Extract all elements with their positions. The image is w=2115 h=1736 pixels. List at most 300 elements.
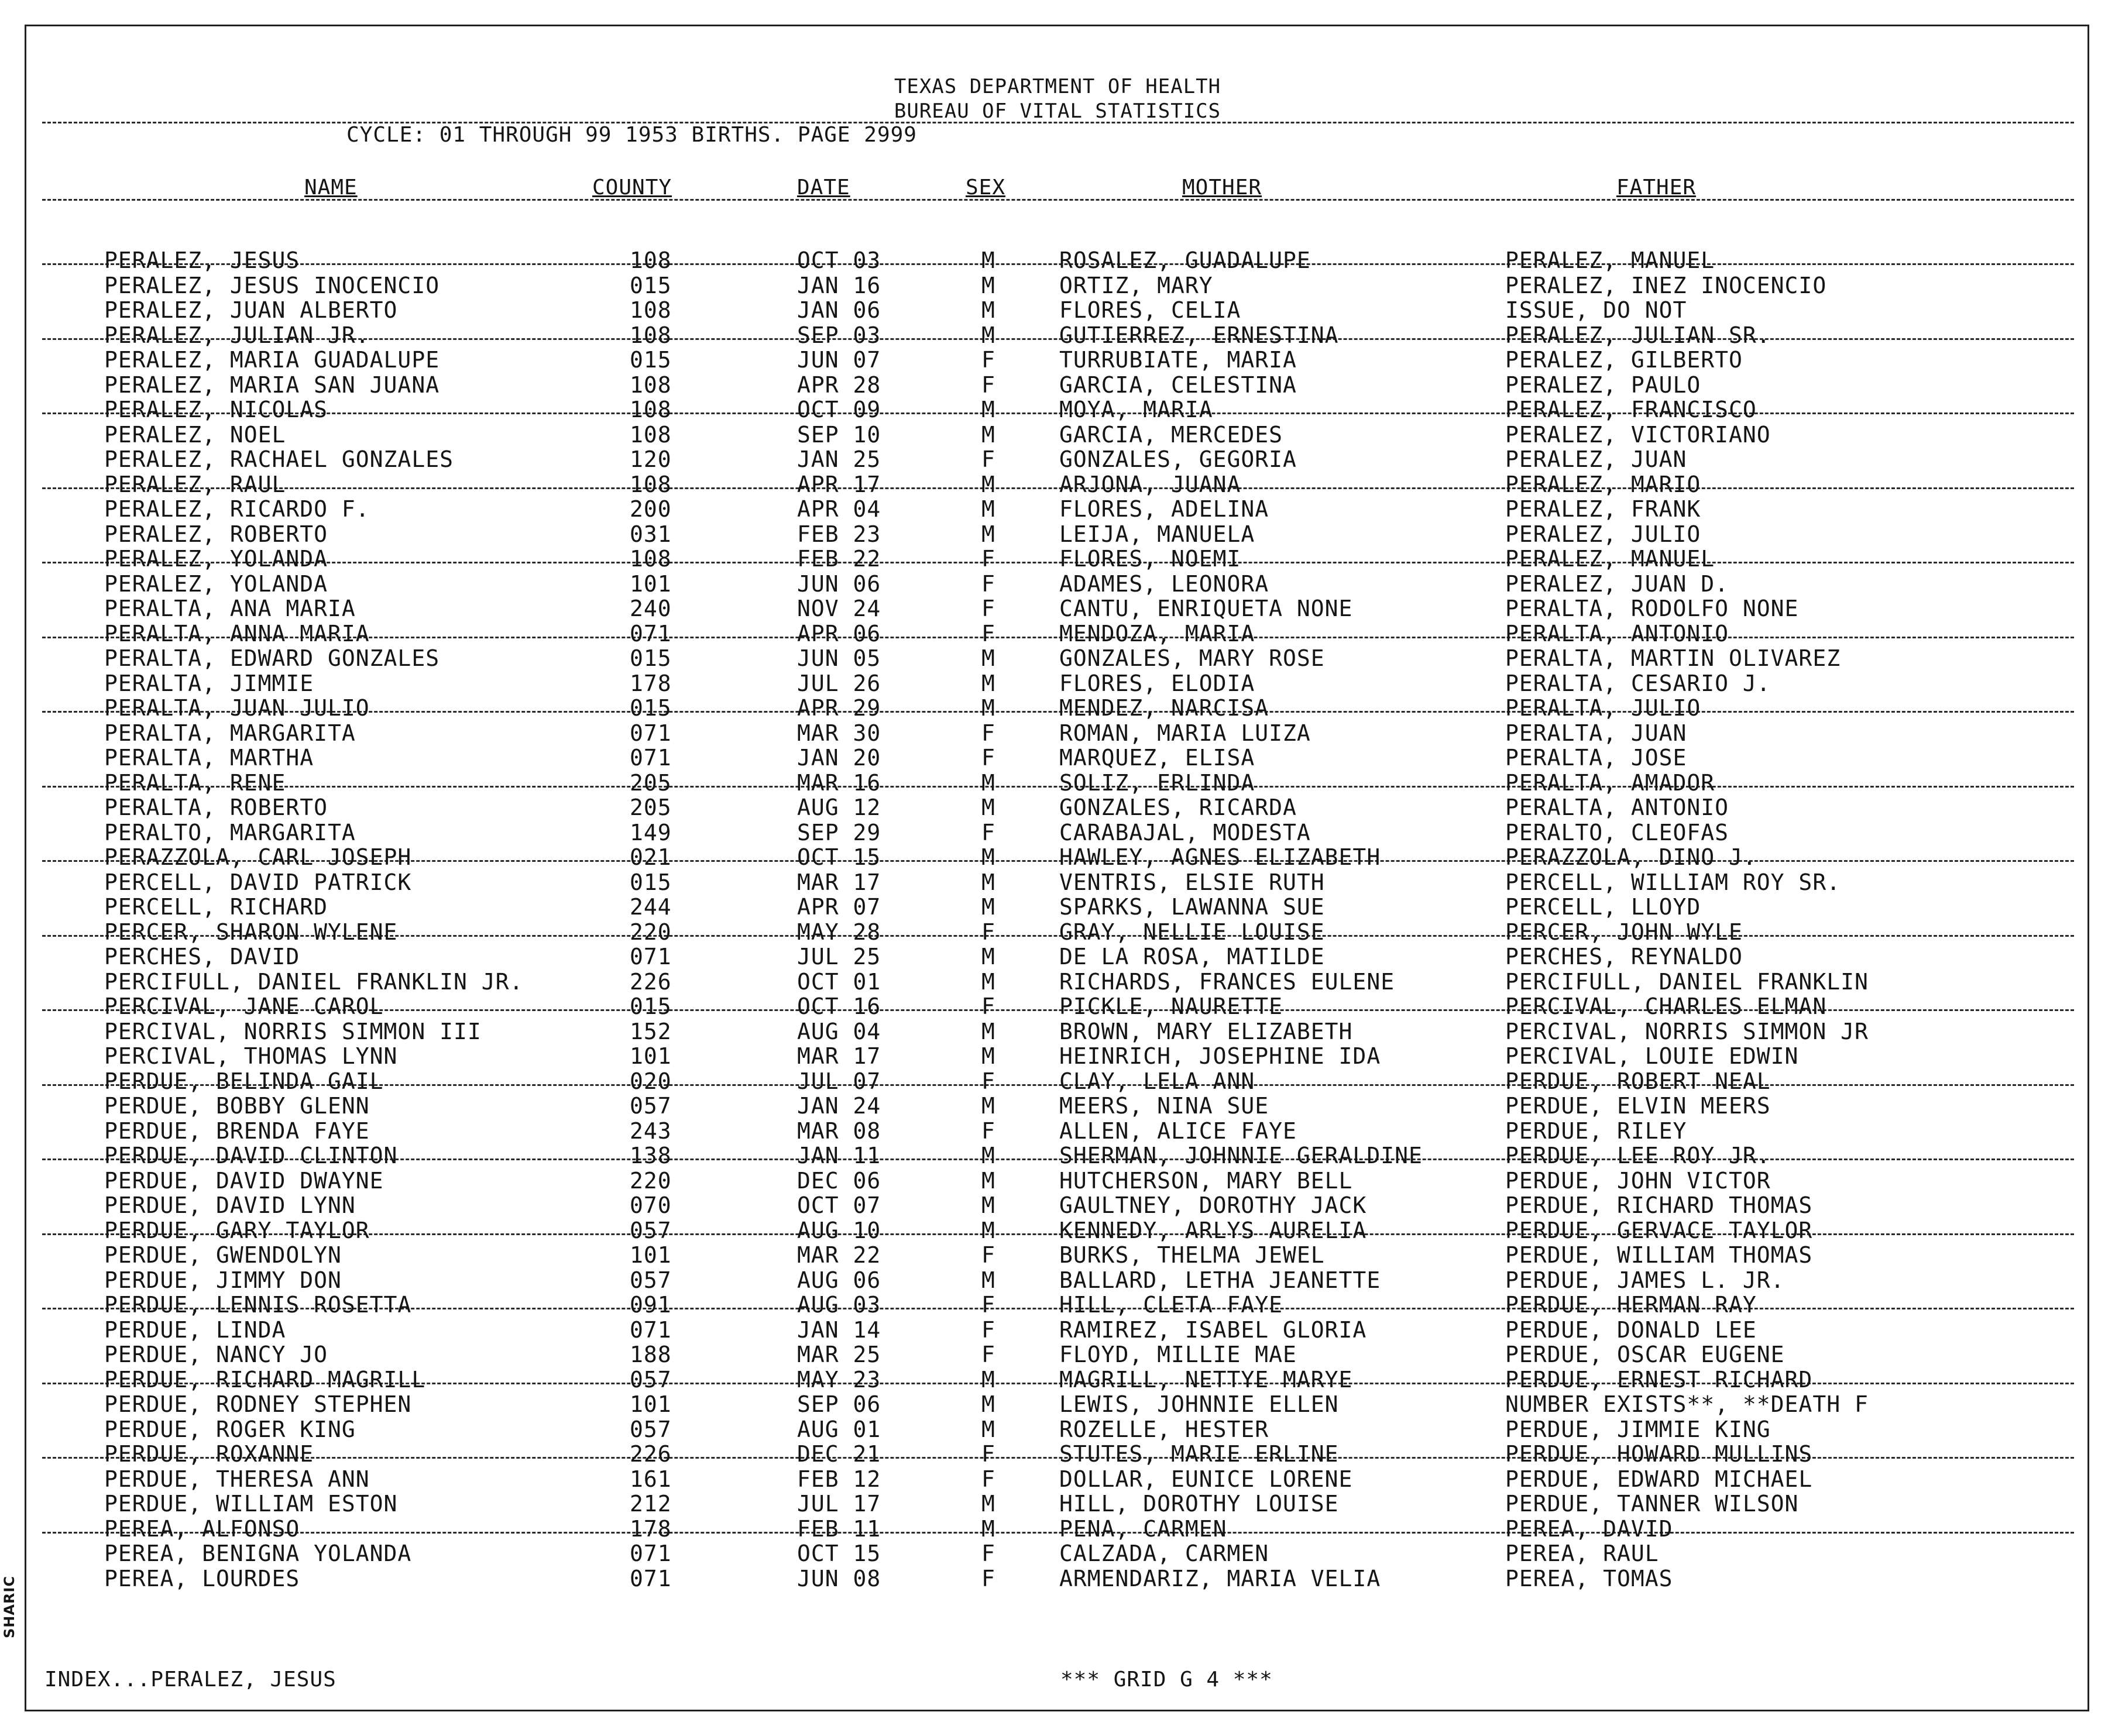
record-name: PERALTA, ROBERTO: [104, 795, 328, 820]
record-county: 021: [630, 844, 672, 870]
record-mother: GAULTNEY, DOROTHY JACK: [1059, 1192, 1367, 1218]
record-name: PERCIVAL, THOMAS LYNN: [104, 1043, 398, 1069]
record-date: OCT 15: [797, 844, 881, 870]
column-header-date: DATE: [797, 176, 850, 200]
record-row: [0, 820, 2115, 845]
record-name: PERDUE, RODNEY STEPHEN: [104, 1391, 412, 1417]
record-sex: F: [981, 620, 995, 647]
footer-grid: *** GRID G 4 ***: [1060, 1668, 1273, 1692]
record-row: [0, 1566, 2115, 1591]
record-county: 101: [630, 1043, 672, 1069]
record-name: PERALEZ, MARIA SAN JUANA: [104, 372, 440, 398]
record-name: PERDUE, NANCY JO: [104, 1342, 328, 1367]
record-sex: M: [981, 645, 995, 671]
record-date: MAR 30: [797, 720, 881, 746]
record-county: 152: [630, 1018, 672, 1044]
record-date: FEB 23: [797, 521, 881, 547]
record-row: [0, 497, 2115, 521]
record-county: 015: [630, 994, 672, 1019]
record-date: JUN 08: [797, 1565, 881, 1591]
record-date: JUL 07: [797, 1068, 881, 1094]
record-row: [0, 920, 2115, 944]
record-mother: CALZADA, CARMEN: [1059, 1541, 1269, 1566]
record-father: PERAZZOLA, DINO J.: [1505, 844, 1757, 870]
record-county: 240: [630, 596, 672, 621]
record-row: [0, 1292, 2115, 1317]
record-county: 020: [630, 1068, 672, 1094]
record-row: [0, 1541, 2115, 1566]
record-date: MAR 17: [797, 869, 881, 895]
record-name: PERDUE, GARY TAYLOR: [104, 1217, 370, 1243]
record-sex: F: [981, 1565, 995, 1591]
record-row: [0, 1318, 2115, 1342]
record-date: APR 04: [797, 496, 881, 522]
record-name: PERDUE, JIMMY DON: [104, 1267, 342, 1293]
footer-index: INDEX...PERALEZ, JESUS: [44, 1668, 337, 1692]
record-county: 244: [630, 894, 672, 920]
record-date: OCT 07: [797, 1192, 881, 1218]
record-sex: M: [981, 1192, 995, 1218]
record-sex: M: [981, 1366, 995, 1393]
record-date: AUG 01: [797, 1416, 881, 1442]
record-sex: M: [981, 1217, 995, 1243]
record-sex: M: [981, 894, 995, 920]
record-date: SEP 06: [797, 1391, 881, 1417]
record-date: JUL 26: [797, 670, 881, 696]
record-county: 108: [630, 322, 672, 348]
record-father: PERALEZ, MANUEL: [1505, 546, 1715, 572]
record-father: PERALTA, MARTIN OLIVAREZ: [1505, 645, 1841, 671]
record-county: 149: [630, 819, 672, 845]
record-father: PERALEZ, MARIO: [1505, 471, 1701, 497]
record-county: 071: [630, 720, 672, 746]
record-mother: ARJONA, JUANA: [1059, 471, 1241, 497]
record-date: JAN 25: [797, 446, 881, 472]
record-row: [0, 1392, 2115, 1417]
record-date: APR 06: [797, 620, 881, 647]
record-name: PERDUE, RICHARD MAGRILL: [104, 1366, 426, 1393]
record-sex: M: [981, 322, 995, 348]
record-mother: GARCIA, MERCEDES: [1059, 421, 1283, 448]
record-county: 226: [630, 968, 672, 995]
record-sex: M: [981, 695, 995, 721]
record-mother: HILL, DOROTHY LOUISE: [1059, 1491, 1339, 1517]
record-county: 071: [630, 1541, 672, 1566]
record-sex: M: [981, 944, 995, 970]
record-sex: F: [981, 1342, 995, 1367]
record-father: PERDUE, ROBERT NEAL: [1505, 1068, 1771, 1094]
record-mother: FLOYD, MILLIE MAE: [1059, 1342, 1297, 1367]
record-row: [0, 994, 2115, 1019]
record-sex: M: [981, 272, 995, 298]
record-date: MAR 08: [797, 1118, 881, 1144]
record-name: PERALTA, MARTHA: [104, 745, 314, 771]
record-father: PERCIFULL, DANIEL FRANKLIN: [1505, 968, 1869, 995]
column-header-father: FATHER: [1616, 176, 1697, 200]
record-row: [0, 1044, 2115, 1068]
record-name: PERDUE, BOBBY GLENN: [104, 1093, 370, 1119]
record-sex: M: [981, 670, 995, 696]
record-mother: ROZELLE, HESTER: [1059, 1416, 1269, 1442]
record-date: AUG 10: [797, 1217, 881, 1243]
record-county: 015: [630, 869, 672, 895]
record-county: 108: [630, 247, 672, 273]
record-mother: MAGRILL, NETTYE MARYE: [1059, 1366, 1353, 1393]
record-mother: FLORES, ELODIA: [1059, 670, 1255, 696]
department-title: TEXAS DEPARTMENT OF HEALTH: [894, 75, 1221, 98]
record-name: PERALEZ, YOLANDA: [104, 546, 328, 572]
record-sex: F: [981, 1292, 995, 1318]
record-date: SEP 29: [797, 819, 881, 845]
record-father: PERALTA, CESARIO J.: [1505, 670, 1771, 696]
record-sex: F: [981, 546, 995, 572]
record-name: PERDUE, ROGER KING: [104, 1416, 356, 1442]
record-sex: F: [981, 1441, 995, 1467]
record-father: PERALTA, ANTONIO: [1505, 620, 1729, 647]
record-mother: CARABAJAL, MODESTA: [1059, 819, 1311, 845]
record-mother: HILL, CLETA FAYE: [1059, 1292, 1283, 1318]
record-mother: GONZALES, MARY ROSE: [1059, 645, 1325, 671]
record-date: MAR 17: [797, 1043, 881, 1069]
record-date: DEC 21: [797, 1441, 881, 1467]
record-date: OCT 01: [797, 968, 881, 995]
record-name: PEREA, LOURDES: [104, 1565, 300, 1591]
record-mother: MOYA, MARIA: [1059, 397, 1213, 422]
record-row: [0, 1367, 2115, 1392]
record-county: 031: [630, 521, 672, 547]
record-mother: MENDEZ, NARCISA: [1059, 695, 1269, 721]
record-county: 057: [630, 1093, 672, 1119]
column-header-mother: MOTHER: [1182, 176, 1262, 200]
record-date: JAN 14: [797, 1316, 881, 1343]
record-date: DEC 06: [797, 1167, 881, 1194]
record-mother: GRAY, NELLIE LOUISE: [1059, 919, 1325, 945]
record-name: PERCIVAL, NORRIS SIMMON III: [104, 1018, 482, 1044]
record-row: [0, 771, 2115, 795]
record-sex: M: [981, 844, 995, 870]
record-county: 101: [630, 1391, 672, 1417]
record-father: PERDUE, TANNER WILSON: [1505, 1491, 1799, 1517]
record-sex: M: [981, 795, 995, 820]
record-name: PERDUE, DAVID LYNN: [104, 1192, 356, 1218]
record-father: PERALTA, AMADOR: [1505, 769, 1715, 796]
record-name: PERALTO, MARGARITA: [104, 819, 356, 845]
record-sex: M: [981, 1416, 995, 1442]
record-sex: M: [981, 769, 995, 796]
record-mother: CLAY, LELA ANN: [1059, 1068, 1255, 1094]
record-sex: F: [981, 1316, 995, 1343]
record-row: [0, 348, 2115, 372]
record-father: PERDUE, GERVACE TAYLOR: [1505, 1217, 1813, 1243]
record-father: PERCHES, REYNALDO: [1505, 944, 1743, 970]
record-sex: M: [981, 247, 995, 273]
record-county: 220: [630, 919, 672, 945]
record-mother: FLORES, NOEMI: [1059, 546, 1241, 572]
record-name: PERALEZ, ROBERTO: [104, 521, 328, 547]
record-mother: RICHARDS, FRANCES EULENE: [1059, 968, 1395, 995]
record-father: PERALEZ, JUAN: [1505, 446, 1687, 472]
record-date: OCT 03: [797, 247, 881, 273]
record-date: SEP 03: [797, 322, 881, 348]
record-row: [0, 944, 2115, 969]
record-row: [0, 1517, 2115, 1541]
record-sex: M: [981, 869, 995, 895]
record-row: [0, 895, 2115, 919]
record-county: 015: [630, 347, 672, 373]
record-name: PERDUE, LINDA: [104, 1316, 286, 1343]
record-father: PERDUE, JOHN VICTOR: [1505, 1167, 1771, 1194]
record-father: PERDUE, WILLIAM THOMAS: [1505, 1242, 1813, 1268]
record-county: 070: [630, 1192, 672, 1218]
record-county: 220: [630, 1167, 672, 1194]
record-name: PERALEZ, RICARDO F.: [104, 496, 370, 522]
record-father: PERDUE, JIMMIE KING: [1505, 1416, 1771, 1442]
record-mother: BURKS, THELMA JEWEL: [1059, 1242, 1325, 1268]
record-county: 071: [630, 1565, 672, 1591]
record-county: 108: [630, 397, 672, 422]
record-county: 101: [630, 1242, 672, 1268]
record-row: [0, 696, 2115, 720]
record-date: MAR 25: [797, 1342, 881, 1367]
record-row: [0, 1193, 2115, 1218]
record-name: PERDUE, GWENDOLYN: [104, 1242, 342, 1268]
record-sex: M: [981, 1515, 995, 1542]
record-name: PERDUE, BRENDA FAYE: [104, 1118, 370, 1144]
column-header-sex: SEX: [966, 176, 1006, 200]
record-county: 071: [630, 620, 672, 647]
record-father: PERALEZ, MANUEL: [1505, 247, 1715, 273]
record-row: [0, 1143, 2115, 1168]
record-date: MAR 22: [797, 1242, 881, 1268]
record-mother: GUTIERREZ, ERNESTINA: [1059, 322, 1339, 348]
record-mother: ORTIZ, MARY: [1059, 272, 1213, 298]
record-mother: PICKLE, NAURETTE: [1059, 994, 1283, 1019]
record-county: 057: [630, 1416, 672, 1442]
record-county: 015: [630, 272, 672, 298]
record-row: [0, 1119, 2115, 1143]
record-date: JUN 06: [797, 570, 881, 597]
record-father: PERCER, JOHN WYLE: [1505, 919, 1743, 945]
record-name: PERALEZ, JESUS INOCENCIO: [104, 272, 440, 298]
record-county: 161: [630, 1466, 672, 1492]
record-county: 108: [630, 546, 672, 572]
record-name: PERCELL, RICHARD: [104, 894, 328, 920]
record-name: PEREA, ALFONSO: [104, 1515, 300, 1542]
record-date: NOV 24: [797, 596, 881, 621]
record-date: JAN 11: [797, 1143, 881, 1168]
record-county: 108: [630, 372, 672, 398]
record-sex: M: [981, 471, 995, 497]
record-father: PERCIVAL, NORRIS SIMMON JR: [1505, 1018, 1869, 1044]
record-county: 101: [630, 570, 672, 597]
record-father: NUMBER EXISTS**, **DEATH F: [1505, 1391, 1869, 1417]
cycle-line: CYCLE: 01 THROUGH 99 1953 BIRTHS. PAGE 2999: [346, 123, 917, 147]
record-sex: M: [981, 1093, 995, 1119]
record-mother: TURRUBIATE, MARIA: [1059, 347, 1297, 373]
column-header-name: NAME: [304, 176, 358, 200]
record-row: [0, 745, 2115, 770]
record-date: JUL 25: [797, 944, 881, 970]
record-county: 200: [630, 496, 672, 522]
record-date: AUG 12: [797, 795, 881, 820]
record-date: JUL 17: [797, 1491, 881, 1517]
record-row: [0, 1417, 2115, 1442]
record-mother: GONZALES, GEGORIA: [1059, 446, 1297, 472]
record-row: [0, 1094, 2115, 1118]
record-mother: ARMENDARIZ, MARIA VELIA: [1059, 1565, 1381, 1591]
record-county: 120: [630, 446, 672, 472]
record-name: PERAZZOLA, CARL JOSEPH: [104, 844, 412, 870]
record-father: PERDUE, OSCAR EUGENE: [1505, 1342, 1785, 1367]
record-row: [0, 795, 2115, 820]
record-row: [0, 522, 2115, 546]
record-row: [0, 546, 2115, 571]
record-father: PERDUE, HERMAN RAY: [1505, 1292, 1757, 1318]
record-date: JAN 16: [797, 272, 881, 298]
record-father: PERDUE, ERNEST RICHARD: [1505, 1366, 1813, 1393]
record-county: 212: [630, 1491, 672, 1517]
record-county: 091: [630, 1292, 672, 1318]
record-father: PERCELL, LLOYD: [1505, 894, 1701, 920]
record-mother: SPARKS, LAWANNA SUE: [1059, 894, 1325, 920]
record-sex: F: [981, 1541, 995, 1566]
record-sex: M: [981, 1491, 995, 1517]
record-sex: F: [981, 720, 995, 746]
record-county: 188: [630, 1342, 672, 1367]
record-sex: F: [981, 919, 995, 945]
record-sex: M: [981, 1267, 995, 1293]
record-county: 178: [630, 1515, 672, 1542]
record-date: FEB 12: [797, 1466, 881, 1492]
record-county: 108: [630, 421, 672, 448]
record-name: PERALEZ, NOEL: [104, 421, 286, 448]
record-mother: ROSALEZ, GUADALUPE: [1059, 247, 1311, 273]
record-mother: FLORES, CELIA: [1059, 297, 1241, 323]
record-father: PERDUE, RILEY: [1505, 1118, 1687, 1144]
record-mother: SHERMAN, JOHNNIE GERALDINE: [1059, 1143, 1423, 1168]
record-row: [0, 1268, 2115, 1292]
record-row: [0, 1019, 2115, 1044]
record-mother: HUTCHERSON, MARY BELL: [1059, 1167, 1353, 1194]
record-sex: F: [981, 596, 995, 621]
record-row: [0, 298, 2115, 322]
record-county: 015: [630, 645, 672, 671]
record-mother: ROMAN, MARIA LUIZA: [1059, 720, 1311, 746]
record-mother: RAMIREZ, ISABEL GLORIA: [1059, 1316, 1367, 1343]
record-date: MAR 16: [797, 769, 881, 796]
record-father: PERALEZ, JULIAN SR.: [1505, 322, 1771, 348]
record-name: PERALTA, ANNA MARIA: [104, 620, 370, 647]
record-row: [0, 248, 2115, 273]
record-sex: M: [981, 297, 995, 323]
record-date: APR 07: [797, 894, 881, 920]
record-mother: MARQUEZ, ELISA: [1059, 745, 1255, 771]
record-sex: M: [981, 1391, 995, 1417]
record-name: PERCHES, DAVID: [104, 944, 300, 970]
record-father: PERALEZ, JUAN D.: [1505, 570, 1729, 597]
record-mother: SOLIZ, ERLINDA: [1059, 769, 1255, 796]
record-row: [0, 646, 2115, 671]
record-sex: F: [981, 994, 995, 1019]
record-name: PERCIVAL, JANE CAROL: [104, 994, 384, 1019]
record-sex: F: [981, 1242, 995, 1268]
record-mother: ADAMES, LEONORA: [1059, 570, 1269, 597]
record-county: 071: [630, 745, 672, 771]
record-row: [0, 870, 2115, 895]
record-county: 108: [630, 471, 672, 497]
record-father: PERALTA, RODOLFO NONE: [1505, 596, 1799, 621]
record-mother: LEWIS, JOHNNIE ELLEN: [1059, 1391, 1339, 1417]
record-sex: F: [981, 570, 995, 597]
record-name: PERCELL, DAVID PATRICK: [104, 869, 412, 895]
record-row: [0, 1069, 2115, 1094]
record-name: PERALEZ, YOLANDA: [104, 570, 328, 597]
record-sex: M: [981, 496, 995, 522]
record-father: PERCIVAL, CHARLES ELMAN: [1505, 994, 1827, 1019]
record-date: JAN 24: [797, 1093, 881, 1119]
record-father: PERALTO, CLEOFAS: [1505, 819, 1729, 845]
record-row: [0, 1168, 2115, 1193]
record-date: APR 28: [797, 372, 881, 398]
record-row: [0, 323, 2115, 348]
record-row: [0, 472, 2115, 497]
record-row: [0, 721, 2115, 745]
record-sex: M: [981, 521, 995, 547]
record-name: PERALEZ, MARIA GUADALUPE: [104, 347, 440, 373]
record-date: MAY 28: [797, 919, 881, 945]
record-father: PERALEZ, FRANK: [1505, 496, 1701, 522]
record-county: 071: [630, 1316, 672, 1343]
record-sex: M: [981, 1143, 995, 1168]
record-father: PERALTA, ANTONIO: [1505, 795, 1729, 820]
record-sex: M: [981, 1167, 995, 1194]
record-date: AUG 04: [797, 1018, 881, 1044]
record-mother: ALLEN, ALICE FAYE: [1059, 1118, 1297, 1144]
record-father: PERDUE, JAMES L. JR.: [1505, 1267, 1785, 1293]
record-row: [0, 572, 2115, 596]
record-name: PERDUE, DAVID CLINTON: [104, 1143, 398, 1168]
record-father: PEREA, DAVID: [1505, 1515, 1673, 1542]
record-mother: STUTES, MARIE ERLINE: [1059, 1441, 1339, 1467]
record-father: PEREA, TOMAS: [1505, 1565, 1673, 1591]
record-father: PERDUE, ELVIN MEERS: [1505, 1093, 1771, 1119]
record-date: OCT 09: [797, 397, 881, 422]
record-name: PERALEZ, JUAN ALBERTO: [104, 297, 398, 323]
record-date: FEB 22: [797, 546, 881, 572]
record-county: 057: [630, 1267, 672, 1293]
record-father: PERALEZ, JULIO: [1505, 521, 1701, 547]
record-row: [0, 621, 2115, 646]
record-date: OCT 16: [797, 994, 881, 1019]
side-mark: SHARIC: [1, 1576, 18, 1638]
record-name: PERALTA, ANA MARIA: [104, 596, 356, 621]
record-sex: F: [981, 819, 995, 845]
record-father: PERCELL, WILLIAM ROY SR.: [1505, 869, 1841, 895]
record-father: PERDUE, EDWARD MICHAEL: [1505, 1466, 1813, 1492]
record-name: PERDUE, ROXANNE: [104, 1441, 314, 1467]
record-row: [0, 1342, 2115, 1367]
record-row: [0, 273, 2115, 298]
record-county: 178: [630, 670, 672, 696]
record-name: PERALEZ, RACHAEL GONZALES: [104, 446, 454, 472]
record-sex: F: [981, 1068, 995, 1094]
record-row: [0, 1442, 2115, 1466]
record-name: PERALEZ, JESUS: [104, 247, 300, 273]
record-name: PERALTA, RENE: [104, 769, 286, 796]
record-mother: BROWN, MARY ELIZABETH: [1059, 1018, 1353, 1044]
record-sex: F: [981, 372, 995, 398]
column-header-county: COUNTY: [592, 176, 672, 200]
